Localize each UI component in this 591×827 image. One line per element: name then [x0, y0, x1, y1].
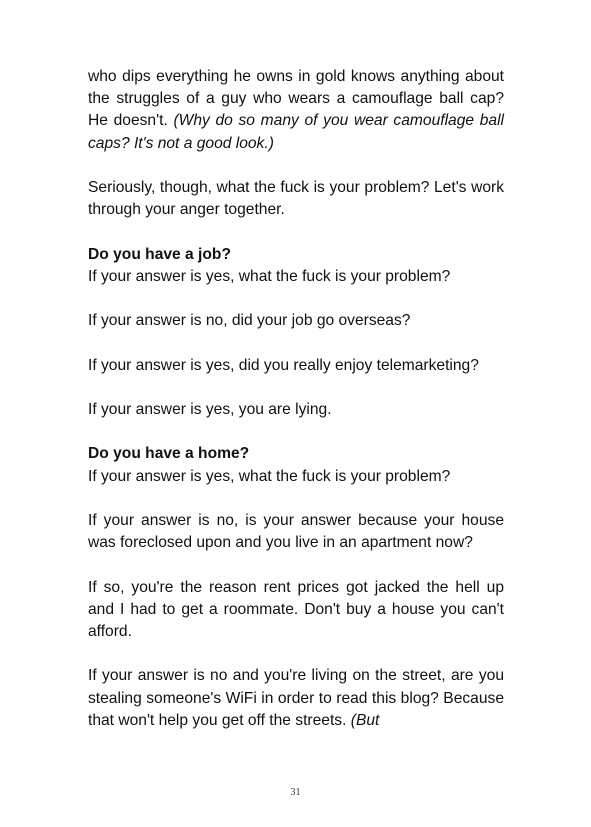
- paragraph-10: [88, 665, 504, 732]
- paragraph-7: If your answer is yes, what the fuck is your problem?: [88, 467, 451, 485]
- paragraph-6: If your answer is yes, you are lying.: [88, 400, 332, 418]
- paragraph-4: If your answer is no, did your job go overseas?: [88, 312, 411, 330]
- paragraph-2: Seriously, though, what the fuck is your problem? Let's work through your anger together.: [88, 179, 504, 219]
- page-body: [88, 66, 504, 732]
- paragraph-1: [88, 66, 504, 155]
- paragraph-8: If your answer is no, is your answer because your house was foreclosed upon and you live in an apartment now?: [88, 511, 504, 552]
- paragraph-9: If so, you're the reason rent prices got jacked the hell up and I had to get a roommate. Don't buy a house you can't afford.: [88, 578, 504, 640]
- paragraph-5: If your answer is yes, did you really enjoy telemarketing?: [88, 356, 479, 374]
- paragraph-1-italic: (Why do so many of you wear camouflage ball caps? It's not a good look.): [88, 112, 504, 152]
- heading-home: Do you have a home?: [88, 445, 250, 463]
- paragraph-10-italic: (But: [350, 711, 380, 729]
- paragraph-10-text: If your answer is no and you're living on the street, are you stealing someone's WiFi in order to read this blog? Because that won't help you get off the streets.: [88, 667, 504, 729]
- paragraph-3: If your answer is yes, what the fuck is your problem?: [88, 267, 451, 285]
- page-number: 31: [290, 787, 301, 798]
- heading-job: Do you have a job?: [88, 245, 231, 263]
- paragraph-1-text: who dips everything he owns in gold knows anything about the struggles of a guy who wears a camouflage ball cap? He doesn't.: [88, 68, 504, 130]
